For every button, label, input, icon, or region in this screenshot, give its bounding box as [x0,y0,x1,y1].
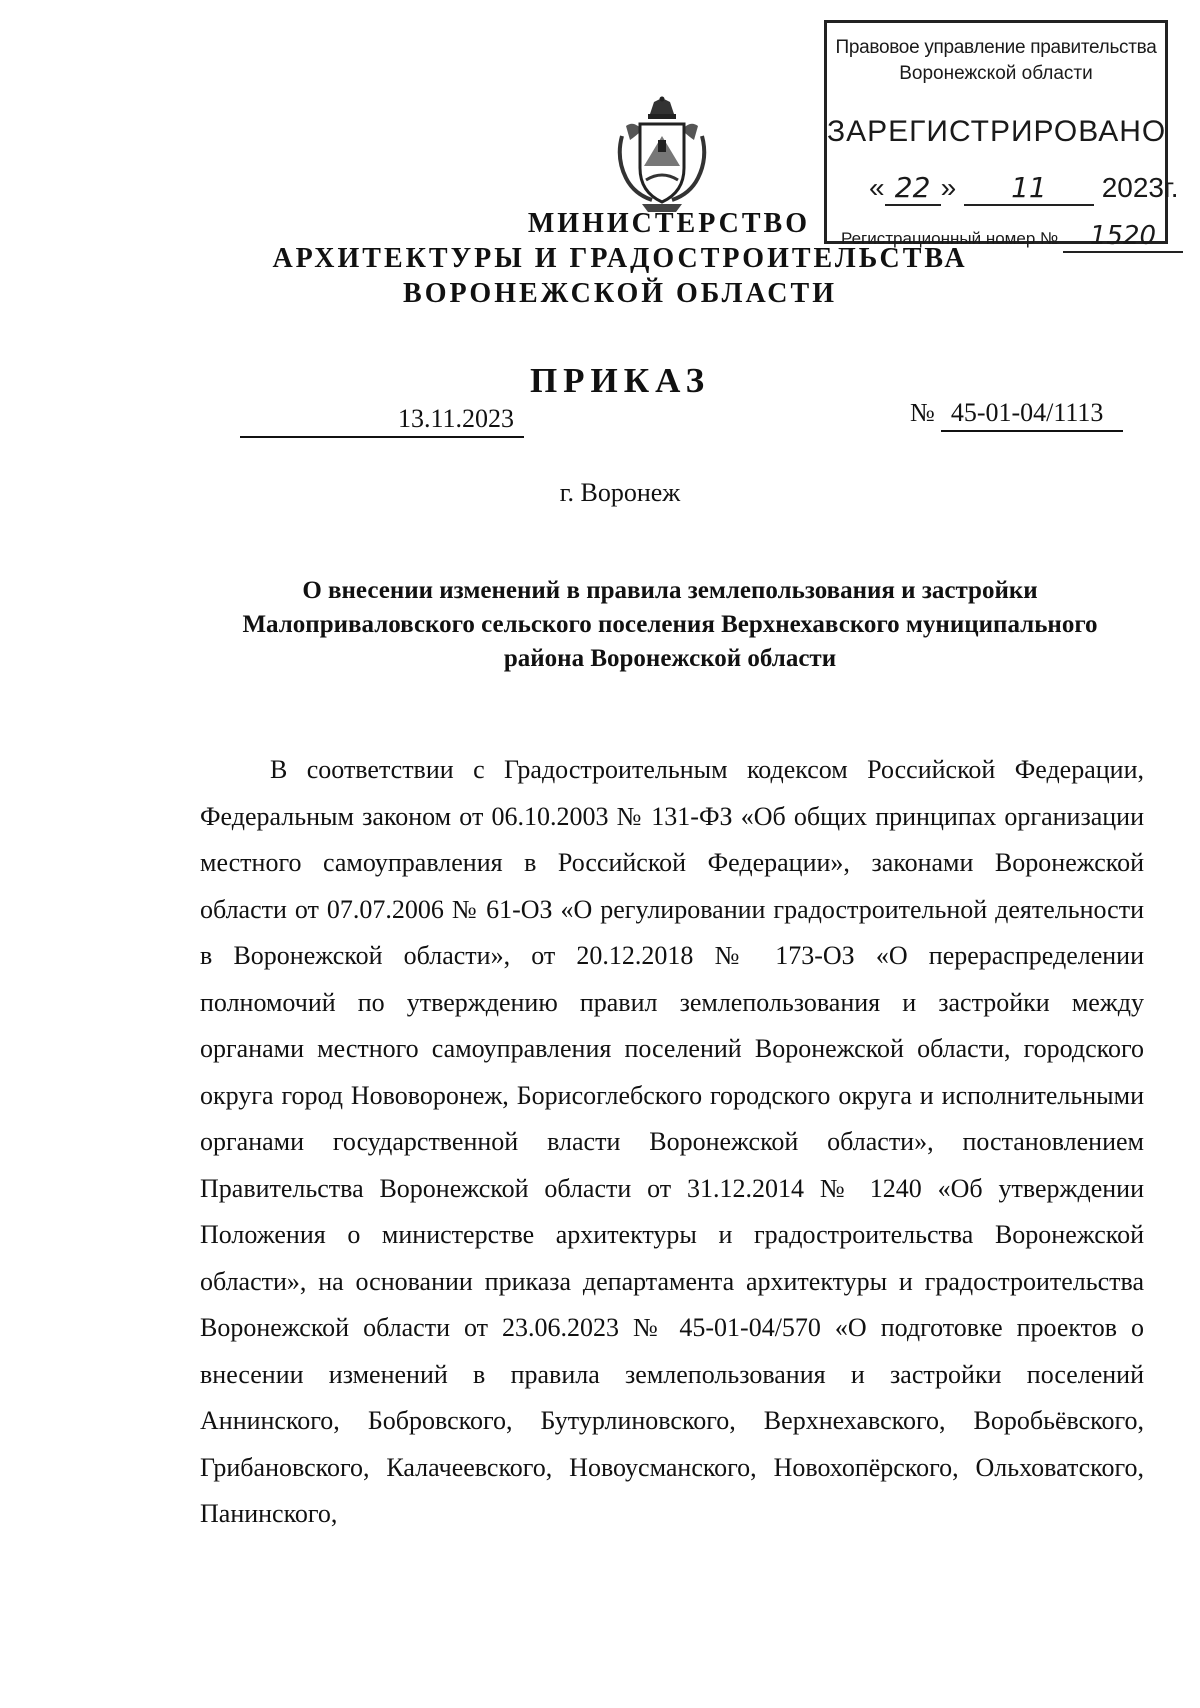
ministry-name-line3: ВОРОНЕЖСКОЙ ОБЛАСТИ [403,278,837,309]
document-city: г. Воронеж [559,478,681,507]
stamp-reg-label: Регистрационный номер № [841,229,1059,248]
ministry-name-line2: АРХИТЕКТУРЫ И ГРАДОСТРОИТЕЛЬСТВА [272,243,968,274]
document-number-field [910,398,1123,432]
stamp-year: 2023 [1101,172,1165,203]
stamp-organization: Правовое управление правительства [835,37,1157,58]
stamp-year-suffix: г. [1164,172,1179,203]
registration-stamp [824,20,1179,251]
document-date: 13.11.2023 [397,404,514,433]
stamp-region: Воронежской области [899,63,1093,84]
stamp-reg-number: 1520 [1063,221,1183,253]
stamp-status: ЗАРЕГИСТРИРОВАНО [827,115,1167,148]
document-number-label: № [910,398,935,427]
stamp-day: 22 [885,171,941,206]
stamp-date: « 22 » 11 2023г. [869,171,1179,204]
document-body [200,747,1144,1538]
coat-of-arms-icon [612,96,712,214]
document-type: ПРИКАЗ [529,361,711,400]
document-title: О внесении изменений в правила землепользования и застройки Малоприваловского сельского поселения Верхнехавского муниципального района Воронежской области [242,577,1098,672]
document-date-field [240,398,524,438]
body-paragraph: В соответствии с Градостроительным кодексом Российской Федерации, Федеральным законом от 06.10.2003 № 131-ФЗ «Об общих принципах организации местного самоуправления в Российской Федерации», законами Воронежской области от 07.07.2006 № 61-ОЗ «О регулировании градостроительной деятельности в Воронежской области», от 20.12.2018 № 173-ОЗ «О перераспределении полномочий по утверждению правил землепользования и застройки между органами местного самоуправления поселений Воронежской области, городского округа город Нововоронеж, Борисоглебского городского округа и исполнительными органами государственной власти Воронежской области», постановлением Правительства Воронежской области от 31.12.2014 № 1240 «Об утверждении Положения о министерстве архитектуры и градостроительства Воронежской области», на основании приказа департамента архитектуры и градостроительства Воронежской области от 23.06.2023 № 45-01-04/570 «О подготовке проектов о внесении изменений в правила землепользования и застройки поселений Аннинского, Бобровского, Бутурлиновского, Верхнехавского, Воробьёвского, Грибановского, Калачеевского, Новоусманского, Новохопёрского, Ольховатского, Панинского, [200,755,1144,1528]
document-number: 45-01-04/1113 [941,398,1124,432]
ministry-name-line1: МИНИСТЕРСТВО [527,208,810,239]
stamp-month: 11 [964,171,1094,206]
